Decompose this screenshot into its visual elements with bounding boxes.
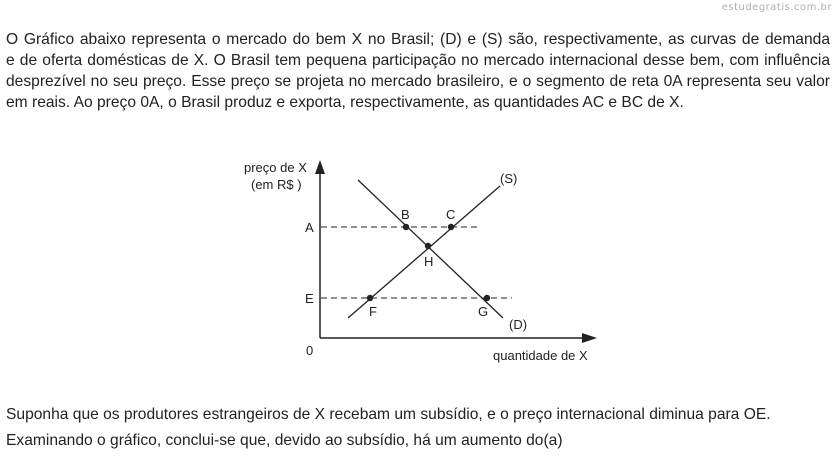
point-g-marker: [484, 295, 490, 301]
y-axis-arrow-icon: [315, 160, 325, 174]
x-axis-label: quantidade de X: [493, 348, 588, 363]
point-h-marker: [425, 243, 431, 249]
supply-curve-label: (S): [500, 171, 518, 186]
price-label-e: E: [305, 291, 314, 306]
x-axis-arrow-icon: [582, 333, 597, 343]
question-line-2: Examinando o gráfico, conclui-se que, devido ao subsídio, há um aumento do(a): [6, 432, 563, 449]
intro-line-4: em reais. Ao preço 0A, o Brasil produz e exporta, respectivamente, as quantidades AC e BC de X.: [6, 94, 684, 111]
point-f-label: F: [369, 304, 377, 319]
point-h-label: H: [424, 254, 434, 269]
point-c-label: C: [446, 207, 456, 222]
demand-curve-label: (D): [509, 317, 528, 332]
intro-line-3: desprezível no seu preço. Esse preço se projeta no mercado brasileiro, e o segmento de reta 0A representa seu valor: [6, 73, 830, 90]
intro-line-1: O Gráfico abaixo representa o mercado do bem X no Brasil; (D) e (S) são, respectivamente, as curvas de demanda: [6, 31, 830, 48]
point-g-label: G: [478, 304, 489, 319]
origin-label: 0: [306, 343, 314, 358]
demand-curve: [358, 180, 503, 318]
site-watermark: estudegratis.com.br: [721, 2, 832, 13]
price-label-a: A: [305, 220, 314, 235]
question-line-1: Suponha que os produtores estrangeiros de X recebam um subsídio, e o preço internacional diminua para OE.: [6, 406, 771, 423]
point-b-marker: [403, 224, 409, 230]
intro-line-2: e de oferta domésticas de X. O Brasil tem pequena participação no mercado internacional desse bem, com influência: [6, 52, 830, 69]
y-axis-label-line1: preço de X: [244, 160, 307, 175]
point-c-marker: [448, 224, 454, 230]
point-b-label: B: [401, 207, 410, 222]
point-f-marker: [367, 295, 373, 301]
y-axis-label-line2: (em R$ ): [251, 177, 302, 192]
